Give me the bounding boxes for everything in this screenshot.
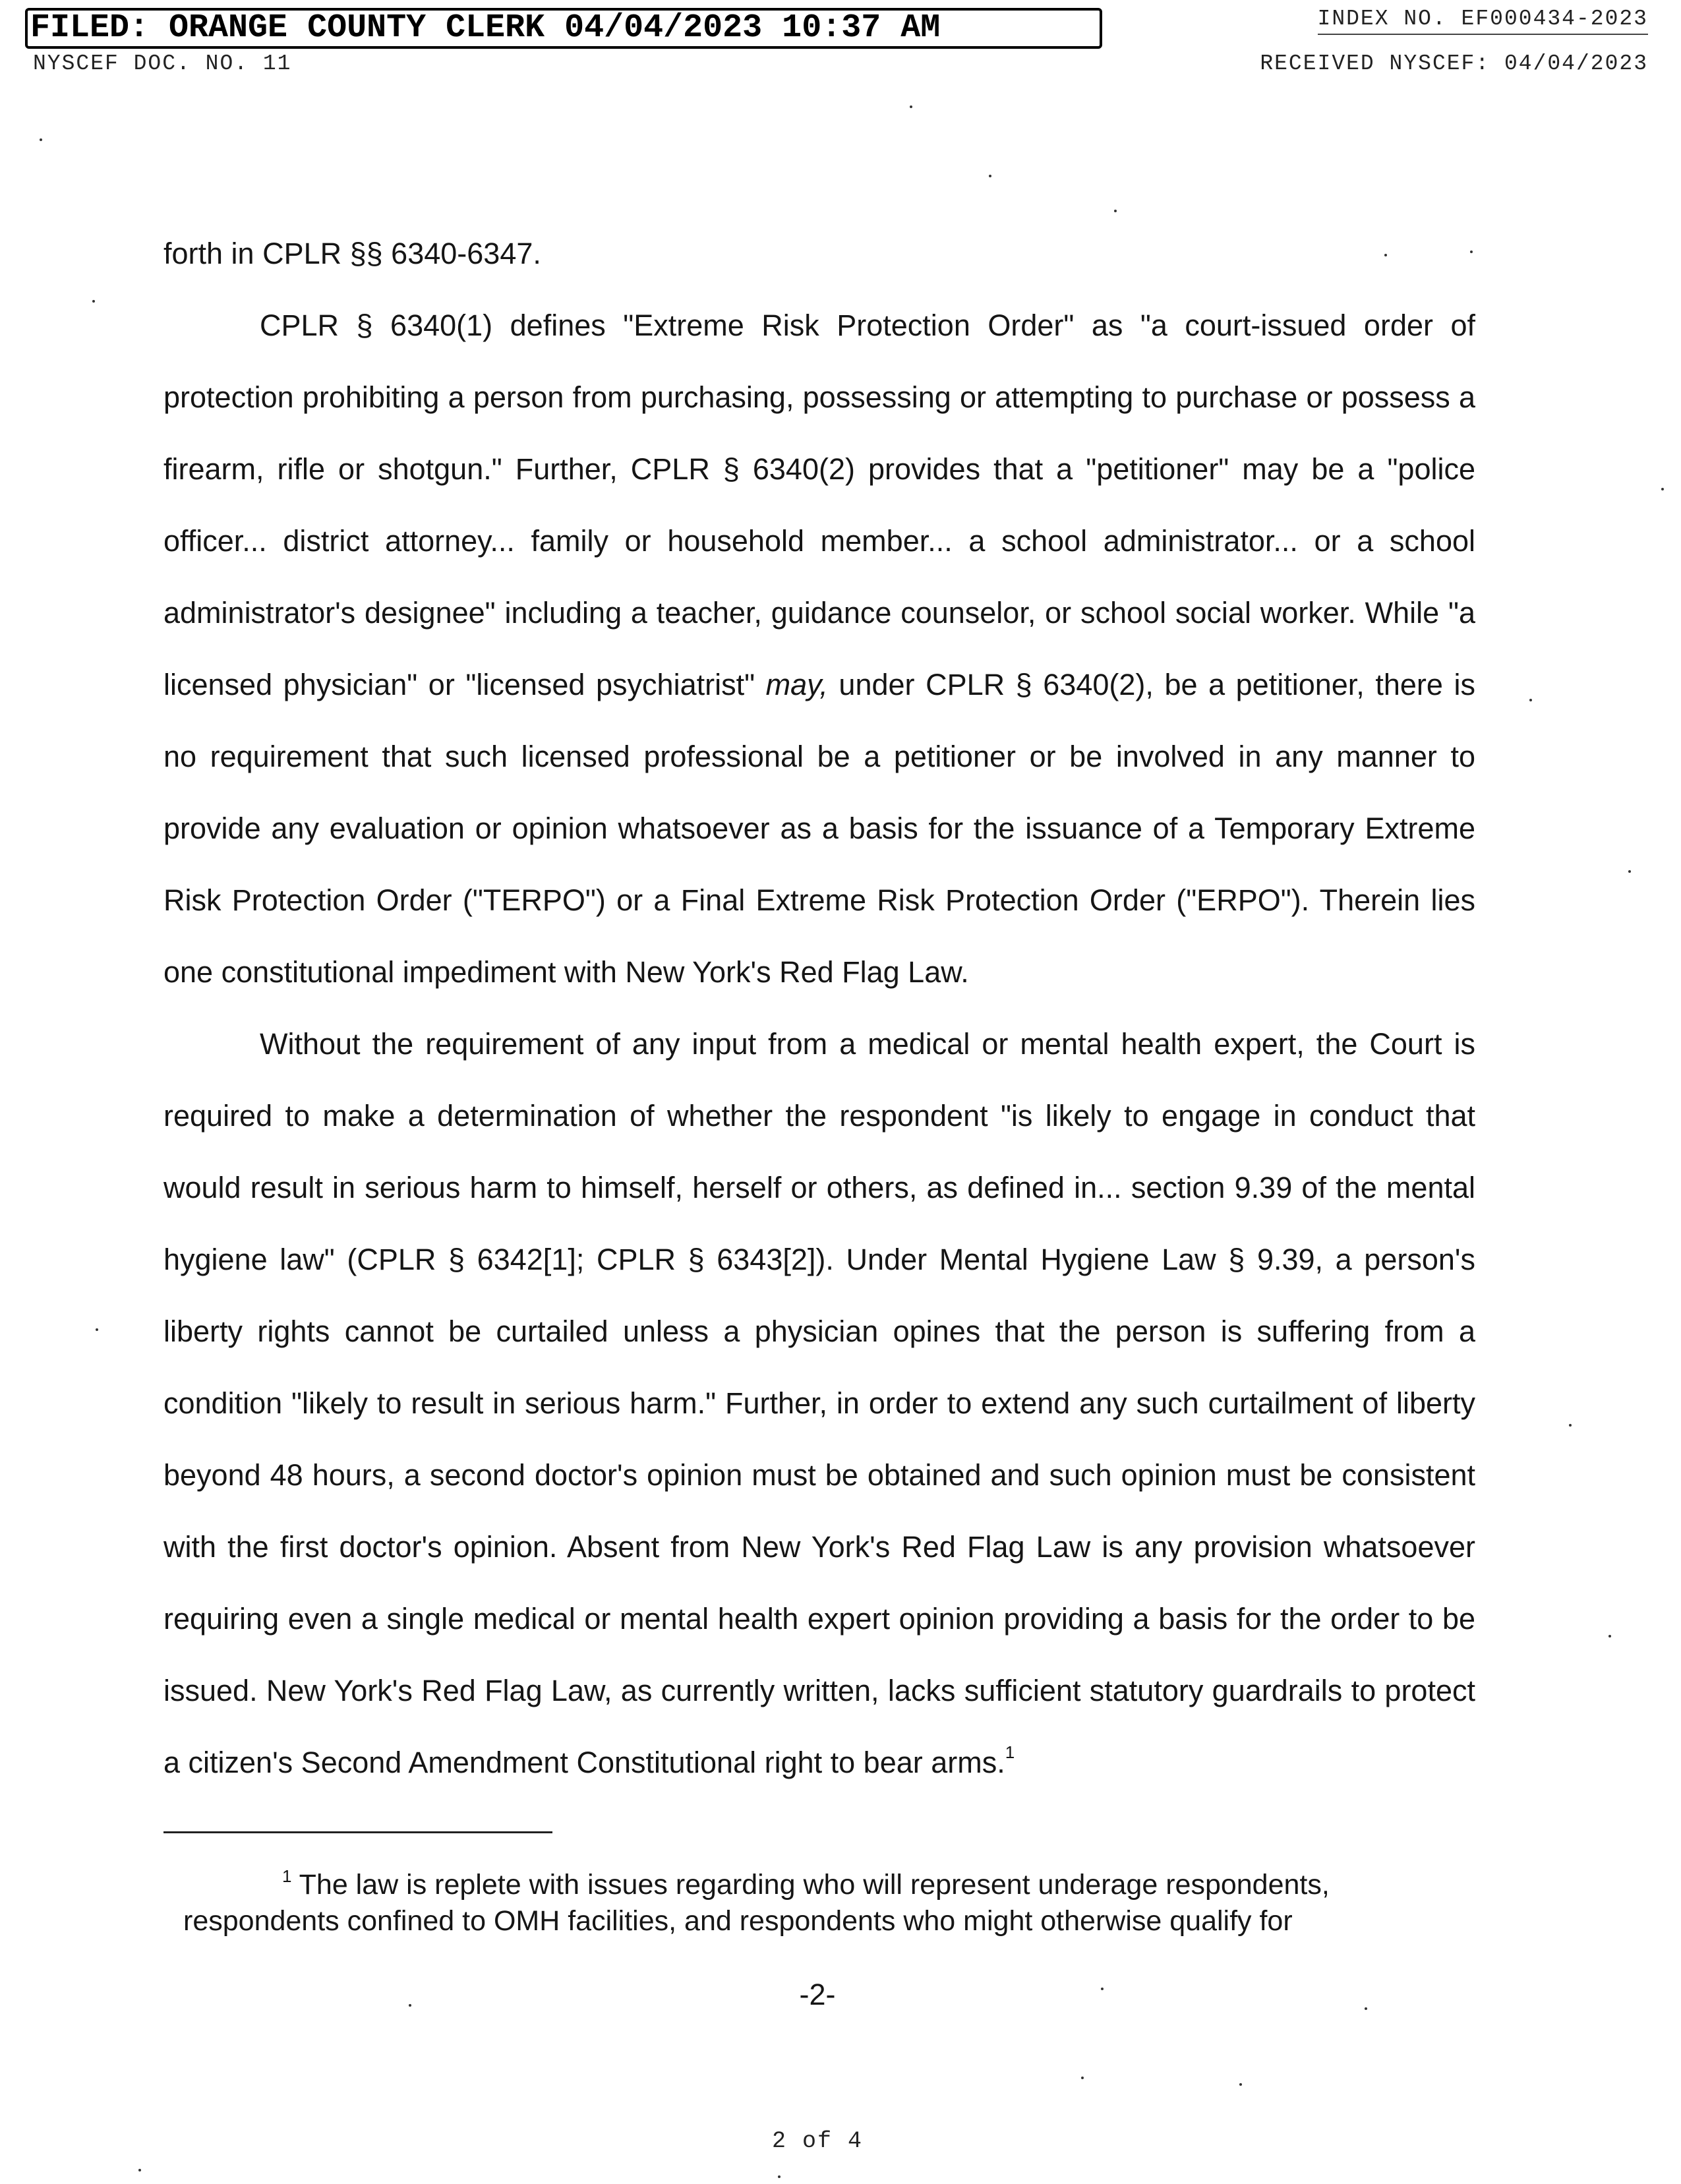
scan-speck — [1384, 254, 1387, 256]
paragraph-2 — [163, 289, 1475, 1008]
page-count: 2 of 4 — [771, 2128, 864, 2154]
paragraph-2-text: CPLR § 6340(1) defines "Extreme Risk Protection Order" as "a court-issued order of protection prohibiting a person from purchasing, possessing or attempting to purchase or possess a firearm, rifle or shotgun." Further, CPLR § 6340(2) provides that a "petitioner" may be a "police officer... district attorney... family or household member... a school administrator... or a school administrator's designee" including a teacher, guidance counselor, or school social worker. While "a licensed physician" or "licensed psychiatrist" — [163, 309, 1475, 701]
paragraph-3 — [163, 1008, 1475, 1798]
paragraph-3-text: Without the requirement of any input from a medical or mental health expert, the Court is required to make a determination of whether the respondent "is likely to engage in conduct that would result in serious harm to himself, herself or others, as defined in... section 9.39 of the mental hygiene law" (CPLR § 6342[1]; CPLR § 6343[2]). Under Mental Hygiene Law § 9.39, a person's liberty rights cannot be curtailed unless a physician opines that the person is suffering from a condition "likely to result in serious harm." Further, in order to extend any such curtailment of liberty beyond 48 hours, a second doctor's opinion must be obtained and such opinion must be consistent with the first doctor's opinion. Absent from New York's Red Flag Law is any provision whatsoever requiring even a single medical or mental health expert opinion providing a basis for the order to be issued. New York's Red Flag Law, as currently written, lacks sufficient statutory guardrails to protect a citizen's Second Amendment Constitutional right to bear arms. — [163, 1027, 1475, 1779]
scan-speck — [1081, 2077, 1084, 2079]
scan-speck — [1569, 1424, 1572, 1427]
page-marker: -2- — [799, 1978, 836, 2011]
scan-speck — [409, 2004, 411, 2007]
received-date: RECEIVED NYSCEF: 04/04/2023 — [1260, 51, 1648, 76]
scan-speck — [1608, 1635, 1611, 1638]
paragraph-2-emphasis: may, — [765, 668, 828, 701]
footnote-text: The law is replete with issues regarding who will represent underage respondents, respondents confined to OMH facilities, and respondents who might otherwise qualify for — [183, 1869, 1330, 1937]
paragraph-1: forth in CPLR §§ 6340-6347. — [163, 237, 541, 270]
footnote-divider — [163, 1831, 552, 1833]
document-body — [163, 218, 1475, 1798]
doc-number: NYSCEF DOC. NO. 11 — [33, 51, 292, 76]
scan-speck — [778, 2175, 781, 2178]
index-number: INDEX NO. EF000434-2023 — [1318, 7, 1648, 35]
scan-speck — [1529, 699, 1532, 701]
filed-banner: FILED: ORANGE COUNTY CLERK 04/04/2023 10:37 AM — [25, 8, 1102, 49]
scan-speck — [1628, 870, 1631, 873]
scan-speck — [40, 138, 42, 141]
footnote — [183, 1867, 1409, 1939]
paragraph-2-continuation: under CPLR § 6340(2), be a petitioner, there is no requirement that such licensed professional be a petitioner or be involved in any manner to provide any evaluation or opinion whatsoever as a basis for the issuance of a Temporary Extreme Risk Protection Order ("TERPO") or a Final Extreme Risk Protection Order ("ERPO"). Therein lies one constitutional impediment with New York's Red Flag Law. — [163, 668, 1475, 989]
scan-speck — [1114, 210, 1117, 212]
scan-speck — [92, 300, 95, 303]
footnote-reference: 1 — [1005, 1742, 1015, 1762]
scan-speck — [1365, 2007, 1367, 2010]
scan-speck — [138, 2169, 141, 2171]
footnote-marker: 1 — [282, 1866, 292, 1886]
scan-speck — [910, 105, 912, 108]
scan-speck — [1661, 488, 1664, 490]
scan-speck — [1101, 1988, 1104, 1990]
scan-speck — [1239, 2083, 1242, 2086]
scan-speck — [989, 175, 991, 177]
scan-speck — [96, 1328, 98, 1331]
scan-speck — [1470, 251, 1473, 253]
